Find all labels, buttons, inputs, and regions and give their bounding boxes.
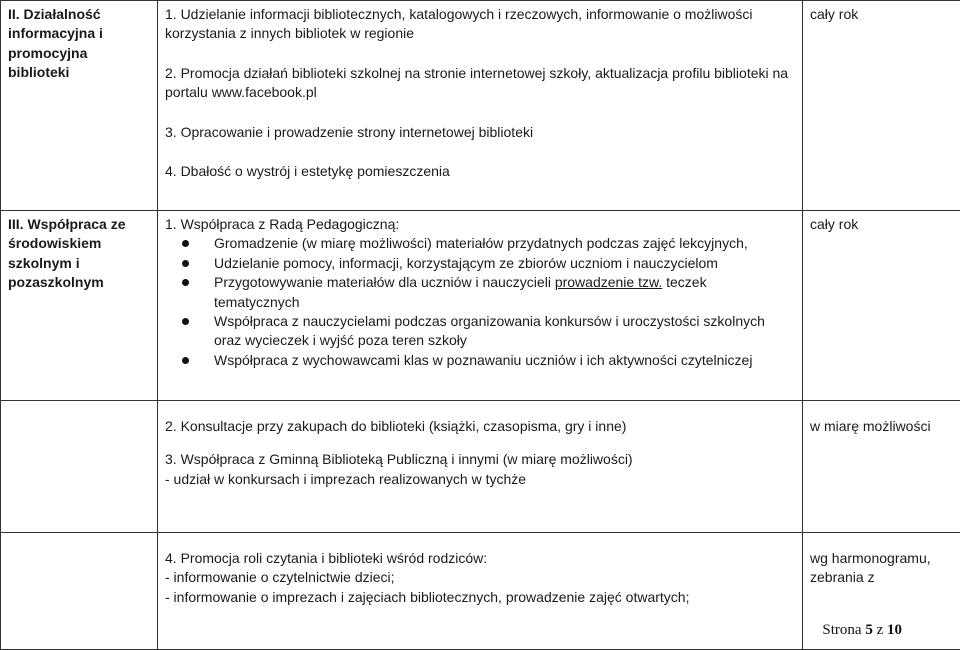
bullet-icon: [182, 357, 189, 364]
bullet-text: Współpraca z wychowawcami klas w poznawaniu uczniów i ich aktywności czytelniczej: [214, 352, 752, 368]
task-item: 3. Współpraca z Gminną Biblioteką Publiczną i innymi (w miarę możliwości): [165, 450, 795, 469]
task-item: 4. Dbałość o wystrój i estetykę pomieszczenia: [165, 162, 795, 181]
bullet-text: Gromadzenie (w miarę możliwości) materiałów przydatnych podczas zajęć lekcyjnych,: [214, 235, 748, 251]
section-title: II. Działalność informacyjna i promocyjna biblioteki: [8, 6, 103, 80]
bullet-icon: [182, 318, 189, 325]
section-cell: [1, 533, 158, 650]
section-cell: [1, 1, 158, 211]
page-sep: z: [877, 622, 884, 638]
term-text: w miarę możliwości: [810, 418, 931, 434]
bullet-text: Udzielanie pomocy, informacji, korzystającym ze zbiorów uczniom i nauczycielom: [214, 255, 718, 271]
tasks-cell: [158, 533, 803, 650]
table-row: [1, 211, 960, 401]
bullet-text: Współpraca z nauczycielami podczas organizowania konkursów i uroczystości szkolnych oraz wycieczek i wyjść poza teren szkoły: [214, 313, 765, 348]
section-cell: [1, 211, 158, 401]
bullet-icon: [182, 240, 189, 247]
task-item: - udział w konkursach i imprezach realizowanych w tychże: [165, 470, 795, 489]
task-item: 4. Promocja roli czytania i biblioteki wśród rodziców:: [165, 549, 795, 568]
term-cell: [803, 401, 960, 533]
task-item: - informowanie o czytelnictwie dzieci;: [165, 568, 795, 587]
total-pages: 10: [887, 622, 902, 638]
term-cell: [803, 211, 960, 401]
current-page: 5: [865, 622, 873, 638]
term-text: cały rok: [810, 6, 858, 22]
bullet-icon: [182, 279, 189, 286]
bullet-list: [165, 234, 795, 370]
table-row: [1, 401, 960, 533]
page-label: Strona: [822, 622, 861, 638]
bullet-text-underlined: prowadzenie tzw.: [555, 274, 662, 290]
bullet-icon: [182, 260, 189, 267]
bullet-text: Przygotowywanie materiałów dla uczniów i nauczycieli: [214, 274, 555, 290]
section-cell: [1, 401, 158, 533]
task-item: - informowanie o imprezach i zajęciach bibliotecznych, prowadzenie zajęć otwartych;: [165, 588, 795, 607]
task-item: 1. Udzielanie informacji bibliotecznych, katalogowych i rzeczowych, informowanie o możliwości korzystania z innych bibliotek w regionie: [165, 5, 795, 44]
tasks-cell: [158, 211, 803, 401]
list-item: [165, 351, 795, 370]
term-cell: [803, 1, 960, 211]
bullet-text: teczek tematycznych: [214, 274, 707, 309]
table-row: [1, 1, 960, 211]
tasks-cell: [158, 401, 803, 533]
list-item: [165, 234, 795, 253]
list-item: [165, 312, 795, 351]
tasks-cell: [158, 1, 803, 211]
page-number: [822, 622, 902, 639]
list-item: [165, 254, 795, 273]
term-text: cały rok: [810, 216, 858, 232]
list-item: [165, 273, 795, 312]
task-heading: 1. Współpraca z Radą Pedagogiczną:: [165, 215, 795, 234]
task-item: 2. Konsultacje przy zakupach do biblioteki (książki, czasopisma, gry i inne): [165, 417, 795, 436]
task-item: 3. Opracowanie i prowadzenie strony internetowej biblioteki: [165, 123, 795, 142]
section-title: III. Współpraca ze środowiskiem szkolnym i pozaszkolnym: [8, 216, 125, 290]
task-item: 2. Promocja działań biblioteki szkolnej na stronie internetowej szkoły, aktualizacja profilu biblioteki na portalu www.facebook.pl: [165, 64, 795, 103]
term-text: wg harmonogramu, zebrania z: [810, 550, 931, 585]
table-row: [1, 533, 960, 650]
